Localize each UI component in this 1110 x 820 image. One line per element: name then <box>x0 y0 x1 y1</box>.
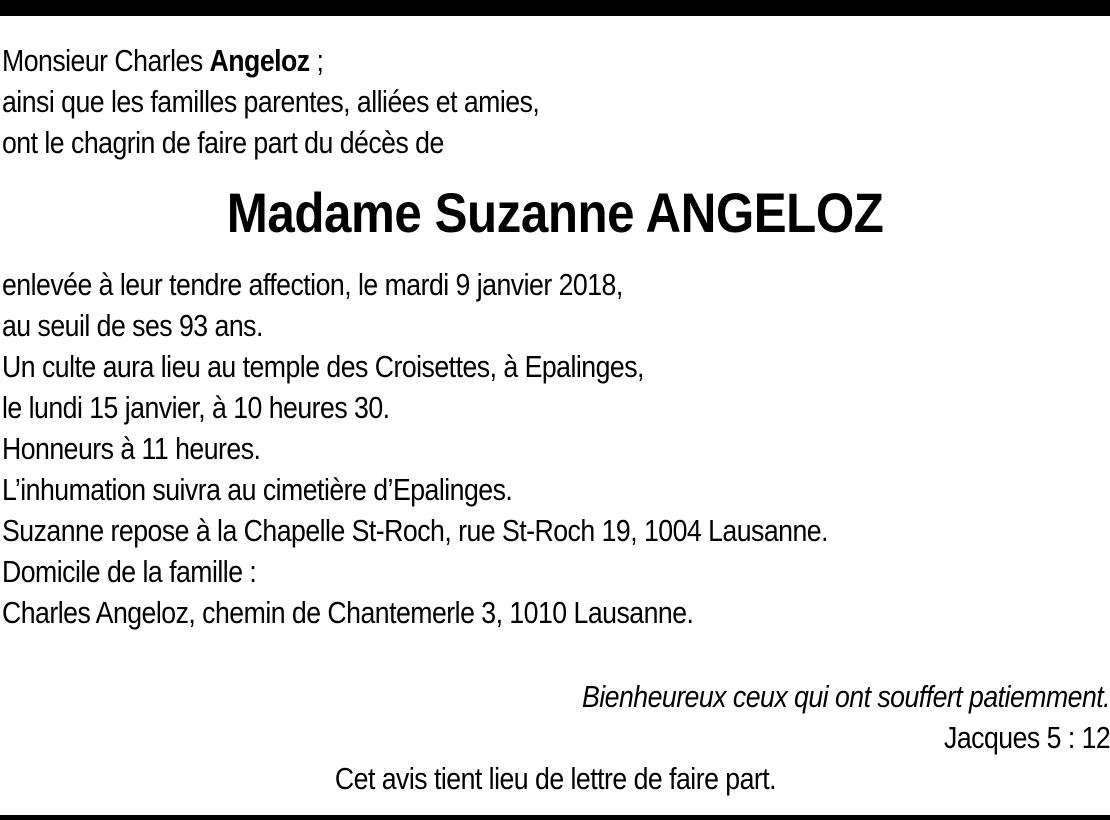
body-line-6: L’inhumation suivra au cimetière d’Epalinges. <box>2 472 513 507</box>
top-rule <box>0 0 1110 16</box>
footer-note <box>0 758 1110 799</box>
body-line-5: Honneurs à 11 heures. <box>2 431 261 466</box>
body-line-1: enlevée à leur tendre affection, le mardi 9 janvier 2018, <box>2 267 623 302</box>
bottom-rule <box>0 815 1110 820</box>
announcer-prefix: Monsieur Charles <box>2 43 210 78</box>
deceased-name <box>0 178 1110 248</box>
verse-quote: Bienheureux ceux qui ont souffert patiemment. <box>581 679 1110 714</box>
announcer-surname: Angeloz <box>209 43 310 78</box>
families-line: ainsi que les familles parentes, alliées et amies, <box>2 84 540 119</box>
body-line-2: au seuil de ses 93 ans. <box>2 308 263 343</box>
body-line-4: le lundi 15 janvier, à 10 heures 30. <box>2 390 390 425</box>
announcement-line: ont le chagrin de faire part du décès de <box>2 125 444 160</box>
footer-note-text: Cet avis tient lieu de lettre de faire part. <box>334 761 776 796</box>
deceased-name-text: Madame Suzanne ANGELOZ <box>226 181 884 244</box>
body-line-7: Suzanne repose à la Chapelle St-Roch, rue St-Roch 19, 1004 Lausanne. <box>2 513 829 548</box>
announcer-line <box>2 40 323 81</box>
body-line-8: Domicile de la famille : <box>2 554 257 589</box>
body-line-3: Un culte aura lieu au temple des Croisettes, à Epalinges, <box>2 349 644 384</box>
announcer-suffix: ; <box>309 43 324 78</box>
verse-reference: Jacques 5 : 12 <box>943 720 1110 755</box>
body-line-9: Charles Angeloz, chemin de Chantemerle 3, 1010 Lausanne. <box>2 595 694 630</box>
